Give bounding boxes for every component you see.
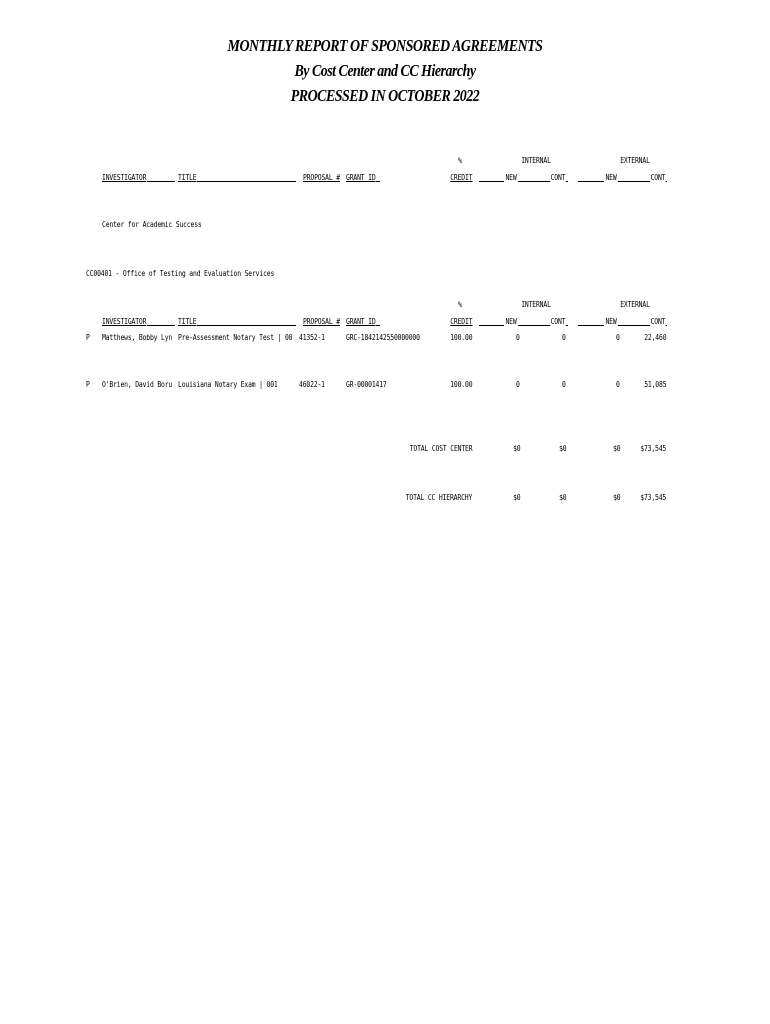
header-percent: % <box>458 299 462 309</box>
total-external-new: $0 <box>612 443 620 453</box>
header-external: EXTERNAL <box>620 299 650 309</box>
total-external-cont: $73,545 <box>640 443 666 453</box>
row-proposal: 46022-1 <box>299 379 325 389</box>
header-percent: % <box>458 155 462 165</box>
row-title: Pre-Assessment Notary Test | 00 <box>178 332 293 342</box>
header-internal-new: NEW <box>505 172 517 182</box>
header-internal-cont: CONT <box>550 316 566 326</box>
row-flag: P <box>86 379 90 389</box>
total-label: TOTAL CC HIERARCHY <box>405 492 472 502</box>
row-grant-id: GR-00001417 <box>346 379 387 389</box>
row-internal-cont: 0 <box>562 379 566 389</box>
header-internal: INTERNAL <box>521 155 551 165</box>
row-grant-id: GRC-1842142550000000 <box>346 332 420 342</box>
header-external-new: NEW <box>605 316 617 326</box>
header-internal: INTERNAL <box>521 299 551 309</box>
header-external: EXTERNAL <box>620 155 650 165</box>
report-title-line-1: MONTHLY REPORT OF SPONSORED AGREEMENTS <box>227 36 543 55</box>
cost-center-name: CC00401 - Office of Testing and Evaluation Services <box>86 268 275 278</box>
row-flag: P <box>86 332 90 342</box>
row-internal-cont: 0 <box>562 332 566 342</box>
header-underline <box>147 325 175 326</box>
header-credit: CREDIT <box>449 316 472 326</box>
row-external-cont: 51,085 <box>643 379 666 389</box>
row-title: Louisiana Notary Exam | 001 <box>178 379 278 389</box>
header-external-new: NEW <box>605 172 617 182</box>
header-investigator: INVESTIGATOR <box>102 172 147 182</box>
total-internal-cont: $0 <box>558 492 566 502</box>
header-title: TITLE <box>178 172 197 182</box>
header-external-cont: CONT <box>650 172 666 182</box>
report-title <box>0 33 770 108</box>
header-underline <box>376 181 380 182</box>
total-internal-new: $0 <box>512 492 520 502</box>
row-proposal: 41352-1 <box>299 332 325 342</box>
row-internal-new: 0 <box>516 332 520 342</box>
total-internal-new: $0 <box>512 443 520 453</box>
header-underline <box>147 181 175 182</box>
row-external-new: 0 <box>616 332 620 342</box>
header-grant-id: GRANT ID <box>346 172 376 182</box>
row-external-new: 0 <box>616 379 620 389</box>
header-investigator: INVESTIGATOR <box>102 316 147 326</box>
header-external-cont: CONT <box>650 316 666 326</box>
header-credit: CREDIT <box>449 172 472 182</box>
report-title-line-3: PROCESSED IN OCTOBER 2022 <box>290 86 480 105</box>
row-investigator: Matthews, Bobby Lyn <box>102 332 173 342</box>
total-external-new: $0 <box>612 492 620 502</box>
row-external-cont: 22,460 <box>643 332 666 342</box>
row-investigator: O'Brien, David Boru <box>102 379 173 389</box>
header-underline <box>376 325 380 326</box>
header-proposal: PROPOSAL # <box>303 316 340 326</box>
total-internal-cont: $0 <box>558 443 566 453</box>
header-underline <box>197 181 296 182</box>
header-title: TITLE <box>178 316 197 326</box>
header-grant-id: GRANT ID <box>346 316 376 326</box>
row-credit: 100.00 <box>449 379 472 389</box>
total-external-cont: $73,545 <box>640 492 666 502</box>
report-title-line-2: By Cost Center and CC Hierarchy <box>294 61 476 80</box>
header-underline <box>197 325 296 326</box>
row-internal-new: 0 <box>516 379 520 389</box>
header-internal-cont: CONT <box>550 172 566 182</box>
hierarchy-name: Center for Academic Success <box>102 219 202 229</box>
header-proposal: PROPOSAL # <box>303 172 340 182</box>
row-credit: 100.00 <box>449 332 472 342</box>
total-label: TOTAL COST CENTER <box>409 443 472 453</box>
header-internal-new: NEW <box>505 316 517 326</box>
